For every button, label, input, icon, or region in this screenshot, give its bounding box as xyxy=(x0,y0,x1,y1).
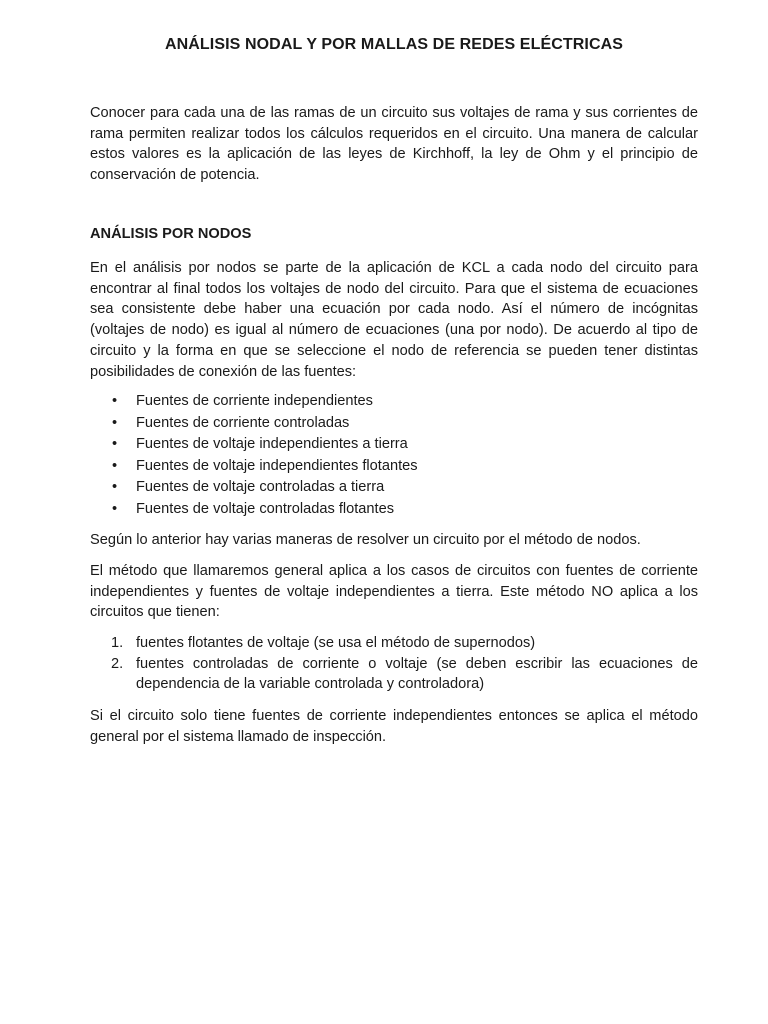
bullet-icon: • xyxy=(112,500,118,517)
inspection-paragraph: Si el circuito solo tiene fuentes de corriente independientes entonces se aplica el método general por el sistema llamado de inspección. xyxy=(90,708,698,745)
list-number: 2. xyxy=(111,655,124,672)
sources-list xyxy=(90,391,698,521)
list-item xyxy=(90,499,698,521)
list-item-text: Fuentes de voltaje independientes a tierra xyxy=(136,436,408,453)
list-item xyxy=(90,413,698,435)
list-item-text: Fuentes de voltaje independientes flotantes xyxy=(136,457,418,474)
bullet-icon: • xyxy=(112,457,118,474)
list-item xyxy=(90,633,698,654)
nodes-paragraph: En el análisis por nodos se parte de la aplicación de KCL a cada nodo del circuito para encontrar al final todos los voltajes de nodo del circuito. Para que el sistema de ecuaciones sea consistente debe haber una ecuación por cada nodo. Así el número de incógnitas (voltajes de nodo) es igual al número de ecuaciones (una por nodo). De acuerdo al tipo de circuito y la forma en que se seleccione el nodo de referencia se pueden tener distintas posibilidades de conexión de las fuentes: xyxy=(90,260,698,380)
list-item xyxy=(90,434,698,456)
list-item-text: fuentes flotantes de voltaje (se usa el método de supernodos) xyxy=(136,635,536,651)
general-method-paragraph: El método que llamaremos general aplica a los casos de circuitos con fuentes de corriente independientes y fuentes de voltaje independientes a tierra. Este método NO aplica a los circuitos que tienen: xyxy=(90,563,698,621)
segun-paragraph: Según lo anterior hay varias maneras de resolver un circuito por el método de nodos. xyxy=(90,532,641,548)
list-item xyxy=(90,477,698,499)
list-item xyxy=(90,654,698,695)
list-item xyxy=(90,456,698,478)
list-item-text: Fuentes de voltaje controladas a tierra xyxy=(136,479,385,496)
document-title: ANÁLISIS NODAL Y POR MALLAS DE REDES ELÉCTRICAS xyxy=(164,36,624,53)
list-item xyxy=(90,391,698,413)
list-item-text: Fuentes de corriente controladas xyxy=(136,414,350,431)
cases-list xyxy=(90,633,698,695)
intro-paragraph: Conocer para cada una de las ramas de un circuito sus voltajes de rama y sus corrientes de rama permiten realizar todos los cálculos requeridos en el circuito. Una manera de calcular estos valores es la aplicación de las leyes de Kirchhoff, la ley de Ohm y el principio de conservación de potencia. xyxy=(90,105,698,184)
bullet-icon: • xyxy=(112,393,118,409)
bullet-icon: • xyxy=(112,479,118,496)
list-item-text: Fuentes de corriente independientes xyxy=(136,393,373,409)
bullet-icon: • xyxy=(112,436,118,453)
list-item-text: Fuentes de voltaje controladas flotantes xyxy=(136,500,394,517)
list-number: 1. xyxy=(111,635,124,651)
bullet-icon: • xyxy=(112,414,118,431)
section-heading-nodes: ANÁLISIS POR NODOS xyxy=(90,226,252,242)
list-item-text: fuentes controladas de corriente o voltaje (se deben escribir las ecuaciones de dependencia de la variable controlada y controladora) xyxy=(136,655,698,693)
document-page xyxy=(90,0,698,1024)
